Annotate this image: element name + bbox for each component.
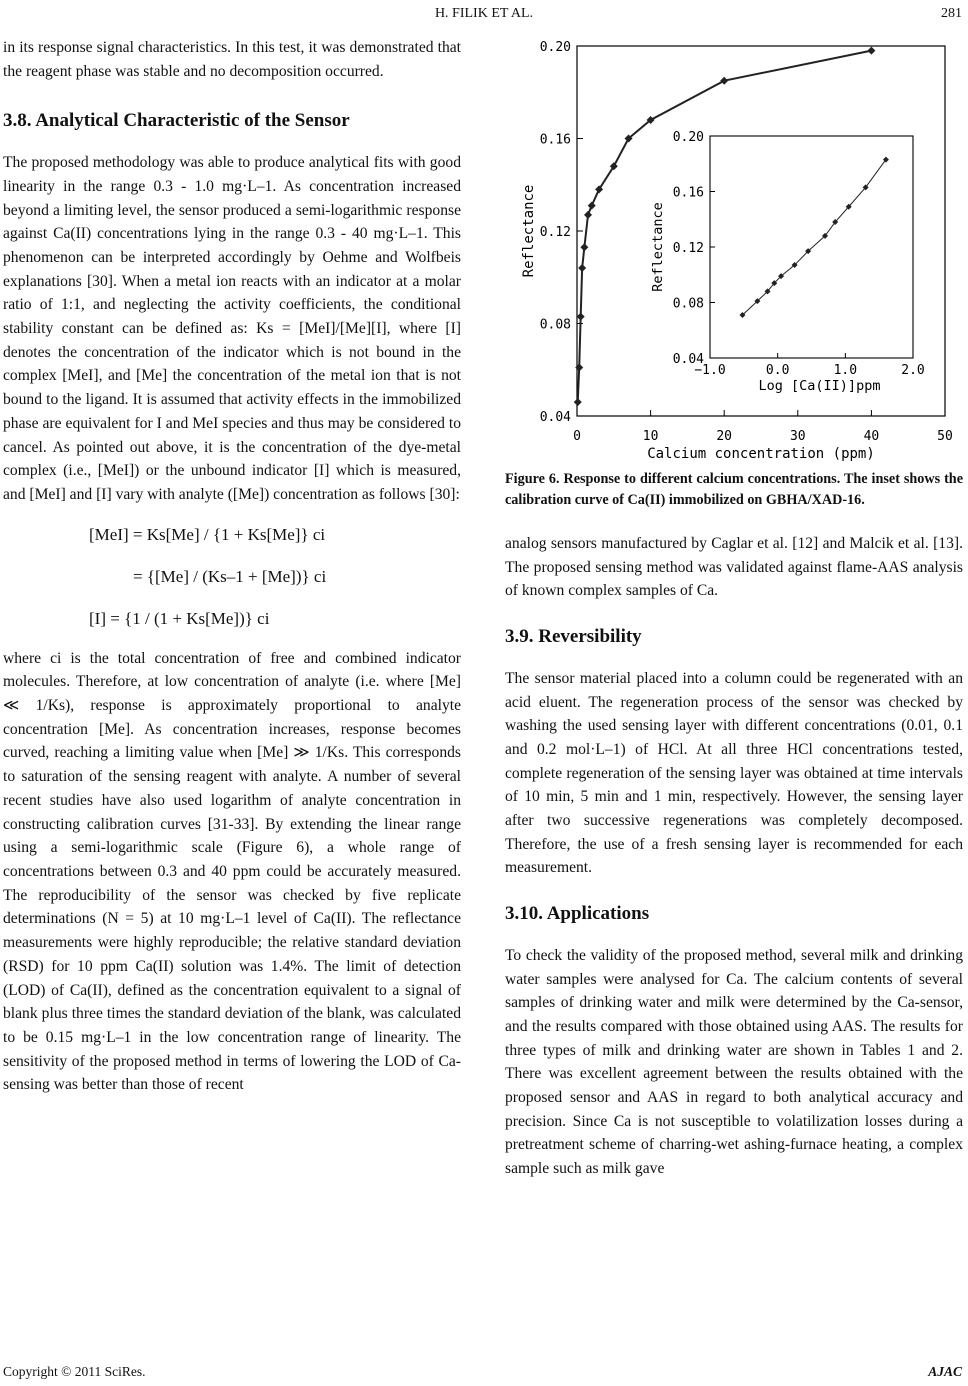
page-number: 281 — [941, 6, 962, 21]
inset-y-axis-label: Reflectance — [650, 202, 666, 292]
main-x-axis-label: Calcium concentration (ppm) — [647, 446, 875, 461]
main-y-tick-label: 0.04 — [539, 410, 571, 425]
main-x-tick-label: 50 — [937, 429, 953, 444]
main-x-tick-label: 20 — [716, 429, 733, 444]
equation-1: [MeI] = Ks[Me] / {1 + Ks[Me]} ci — [89, 524, 326, 544]
main-y-tick-label: 0.16 — [539, 132, 571, 148]
main-x-tick-label: 30 — [789, 429, 806, 444]
main-x-tick-label: 40 — [863, 429, 880, 444]
left-column — [3, 36, 461, 1097]
copyright: Copyright © 2011 SciRes. — [3, 1364, 146, 1379]
inset-y-tick-label: 0.04 — [672, 352, 704, 367]
analytical-paragraph-1: The proposed methodology was able to produce analytical fits with good linearity in the range 0.3 - 1.0 mg·L–1. As concentration increased beyond a limiting level, the sensor produced a semi-logarithmic response against Ca(II) concentrations lying in the range 0.3 - 40 mg·L–1. This phenomenon can be interpreted accordingly by Oehme and Wolfbeis explanations [30]. When a metal ion reacts with an indicator at a molar ratio of 1:1, and neglecting the activity coefficients, the conditional stability constant can be defined as: Ks = [MeI]/[Me][I], where [I] denotes the concentration of the indicator which is not bound in the complex [MeI], and [Me] the concentration of the metal ion that is not bound to the ligand. It is assumed that activity effects in the immobilized phase are equivalent for I and MeI species and thus may be considered to cancel. As pointed out above, it is the concentration of the dye-metal complex (i.e., [MeI]) or the unbound indicator [I] which is measured, and [MeI] and [I] vary with analyte ([Me]) concentration as follows [30]: — [3, 154, 461, 503]
main-data-point — [574, 398, 582, 406]
main-data-point — [588, 202, 596, 210]
main-data-point — [720, 77, 728, 85]
main-data-point — [867, 47, 875, 55]
continuation-paragraph: analog sensors manufactured by Caglar et al. [12] and Malcik et al. [13]. The proposed sensing method was validated against flame-AAS analysis of known complex samples of Ca. — [505, 535, 963, 600]
equation-block — [3, 515, 461, 641]
page-footer — [0, 1364, 968, 1384]
main-x-tick-label: 10 — [642, 429, 659, 444]
inset-x-tick-label: 1.0 — [833, 363, 858, 378]
inset-x-tick-label: 2.0 — [901, 363, 925, 378]
main-data-point — [584, 211, 592, 219]
running-header — [0, 6, 968, 26]
inset-x-axis-label: Log [Ca(II)]ppm — [758, 378, 881, 394]
main-data-point — [580, 243, 588, 251]
inset-y-tick-label: 0.20 — [672, 130, 704, 145]
inset-background — [709, 124, 922, 360]
section-heading-3-9: 3.9. Reversibility — [505, 626, 642, 648]
main-y-axis-label: Reflectance — [521, 184, 537, 278]
inset-y-tick-label: 0.12 — [672, 241, 704, 256]
figure-6-chart — [505, 36, 963, 461]
analytical-paragraph-2: where ci is the total concentration of free and combined indicator molecules. Therefore, at low concentration of analyte (i.e. where [Me] ≪ 1/Ks), response is approximately proportional to analyte concentration [Me]. As concentration increases, response becomes curved, reaching a limiting value when [Me] ≫ 1/Ks. This corresponds to saturation of the sensing reagent with analyte. A number of several recent studies have also used logarithm of analyte concentration in constructing calibration curves [31-33]. By extending the linear range using a semi-logarithmic scale (Figure 6), a whole range of concentrations between 0.3 and 40 ppm could be accurately measured. The reproducibility of the sensor was checked by five replicate determinations (N = 5) at 10 mg·L–1 level of Ca(II). The reflectance measurements were highly reproducible; the relative standard deviation (RSD) for 10 ppm Ca(II) solution was 1.4%. The limit of detection (LOD) of Ca(II), defined as the concentration equivalent to a signal of blank plus three times the standard deviation of the blank, was calculated to be 0.15 mg·L–1 in the low concentration range of linearity. The sensitivity of the proposed method in terms of lowering the LOD of Ca-sensing was better than those of recent — [3, 649, 461, 1094]
journal-abbrev: AJAC — [928, 1364, 962, 1379]
main-data-point — [577, 313, 585, 321]
inset-x-tick-label: −1.0 — [694, 363, 726, 378]
equation-2: = {[Me] / (Ks–1 + [Me])} ci — [133, 566, 327, 586]
applications-paragraph: To check the validity of the proposed method, several milk and drinking water samples were analysed for Ca. The calcium contents of several samples of drinking water and milk were determined by the Ca-sensor, and the results compared with those obtained using AAS. The results for three types of milk and drinking water are shown in Tables 1 and 2. There was excellent agreement between the results obtained with the proposed sensor and AAS in regard to both analytical accuracy and precision. Since Ca is not susceptible to volatilization losses during a pretreatment scheme of charring-wet ashing-furnace heating, a complex sample such as milk gave — [505, 946, 963, 1178]
equation-3: [I] = {1 / (1 + Ks[Me])} ci — [89, 608, 270, 628]
figure-6-caption: Figure 6. Response to different calcium concentrations. The inset shows the calibration curve of Ca(II) immobilized on GBHA/XAD-16. — [505, 471, 963, 508]
reversibility-paragraph: The sensor material placed into a column could be regenerated with an acid eluent. The regeneration process of the sensor was checked by washing the used sensing layer with different concentrations (0.01, 0.1 and 0.2 mol·L–1) of HCl. At all three HCl concentrations tested, complete regeneration of the sensing layer was obtained at time intervals of 10 min, 5 min and 1 min, respectively. However, the sensing layer after two successive regenerations was completely decomposed. Therefore, the use of a fresh sensing layer is recommended for each measurement. — [505, 669, 963, 877]
section-heading-3-10: 3.10. Applications — [505, 903, 650, 925]
inset-y-tick-label: 0.16 — [672, 185, 704, 201]
header-title: H. FILIK ET AL. — [434, 6, 534, 21]
main-data-point — [578, 264, 586, 272]
main-x-tick-label: 0 — [573, 429, 581, 444]
section-heading-3-8: 3.8. Analytical Characteristic of the Sensor — [3, 110, 350, 132]
main-y-tick-label: 0.08 — [539, 317, 571, 333]
inset-x-tick-label: 0.0 — [765, 363, 790, 378]
intro-paragraph: in its response signal characteristics. In this test, it was demonstrated that the reagent phase was stable and no decomposition occurred. — [3, 39, 461, 80]
main-y-tick-label: 0.20 — [539, 40, 571, 55]
right-column — [505, 469, 963, 1181]
inset-y-tick-label: 0.08 — [672, 296, 704, 312]
main-y-tick-label: 0.12 — [539, 225, 571, 240]
